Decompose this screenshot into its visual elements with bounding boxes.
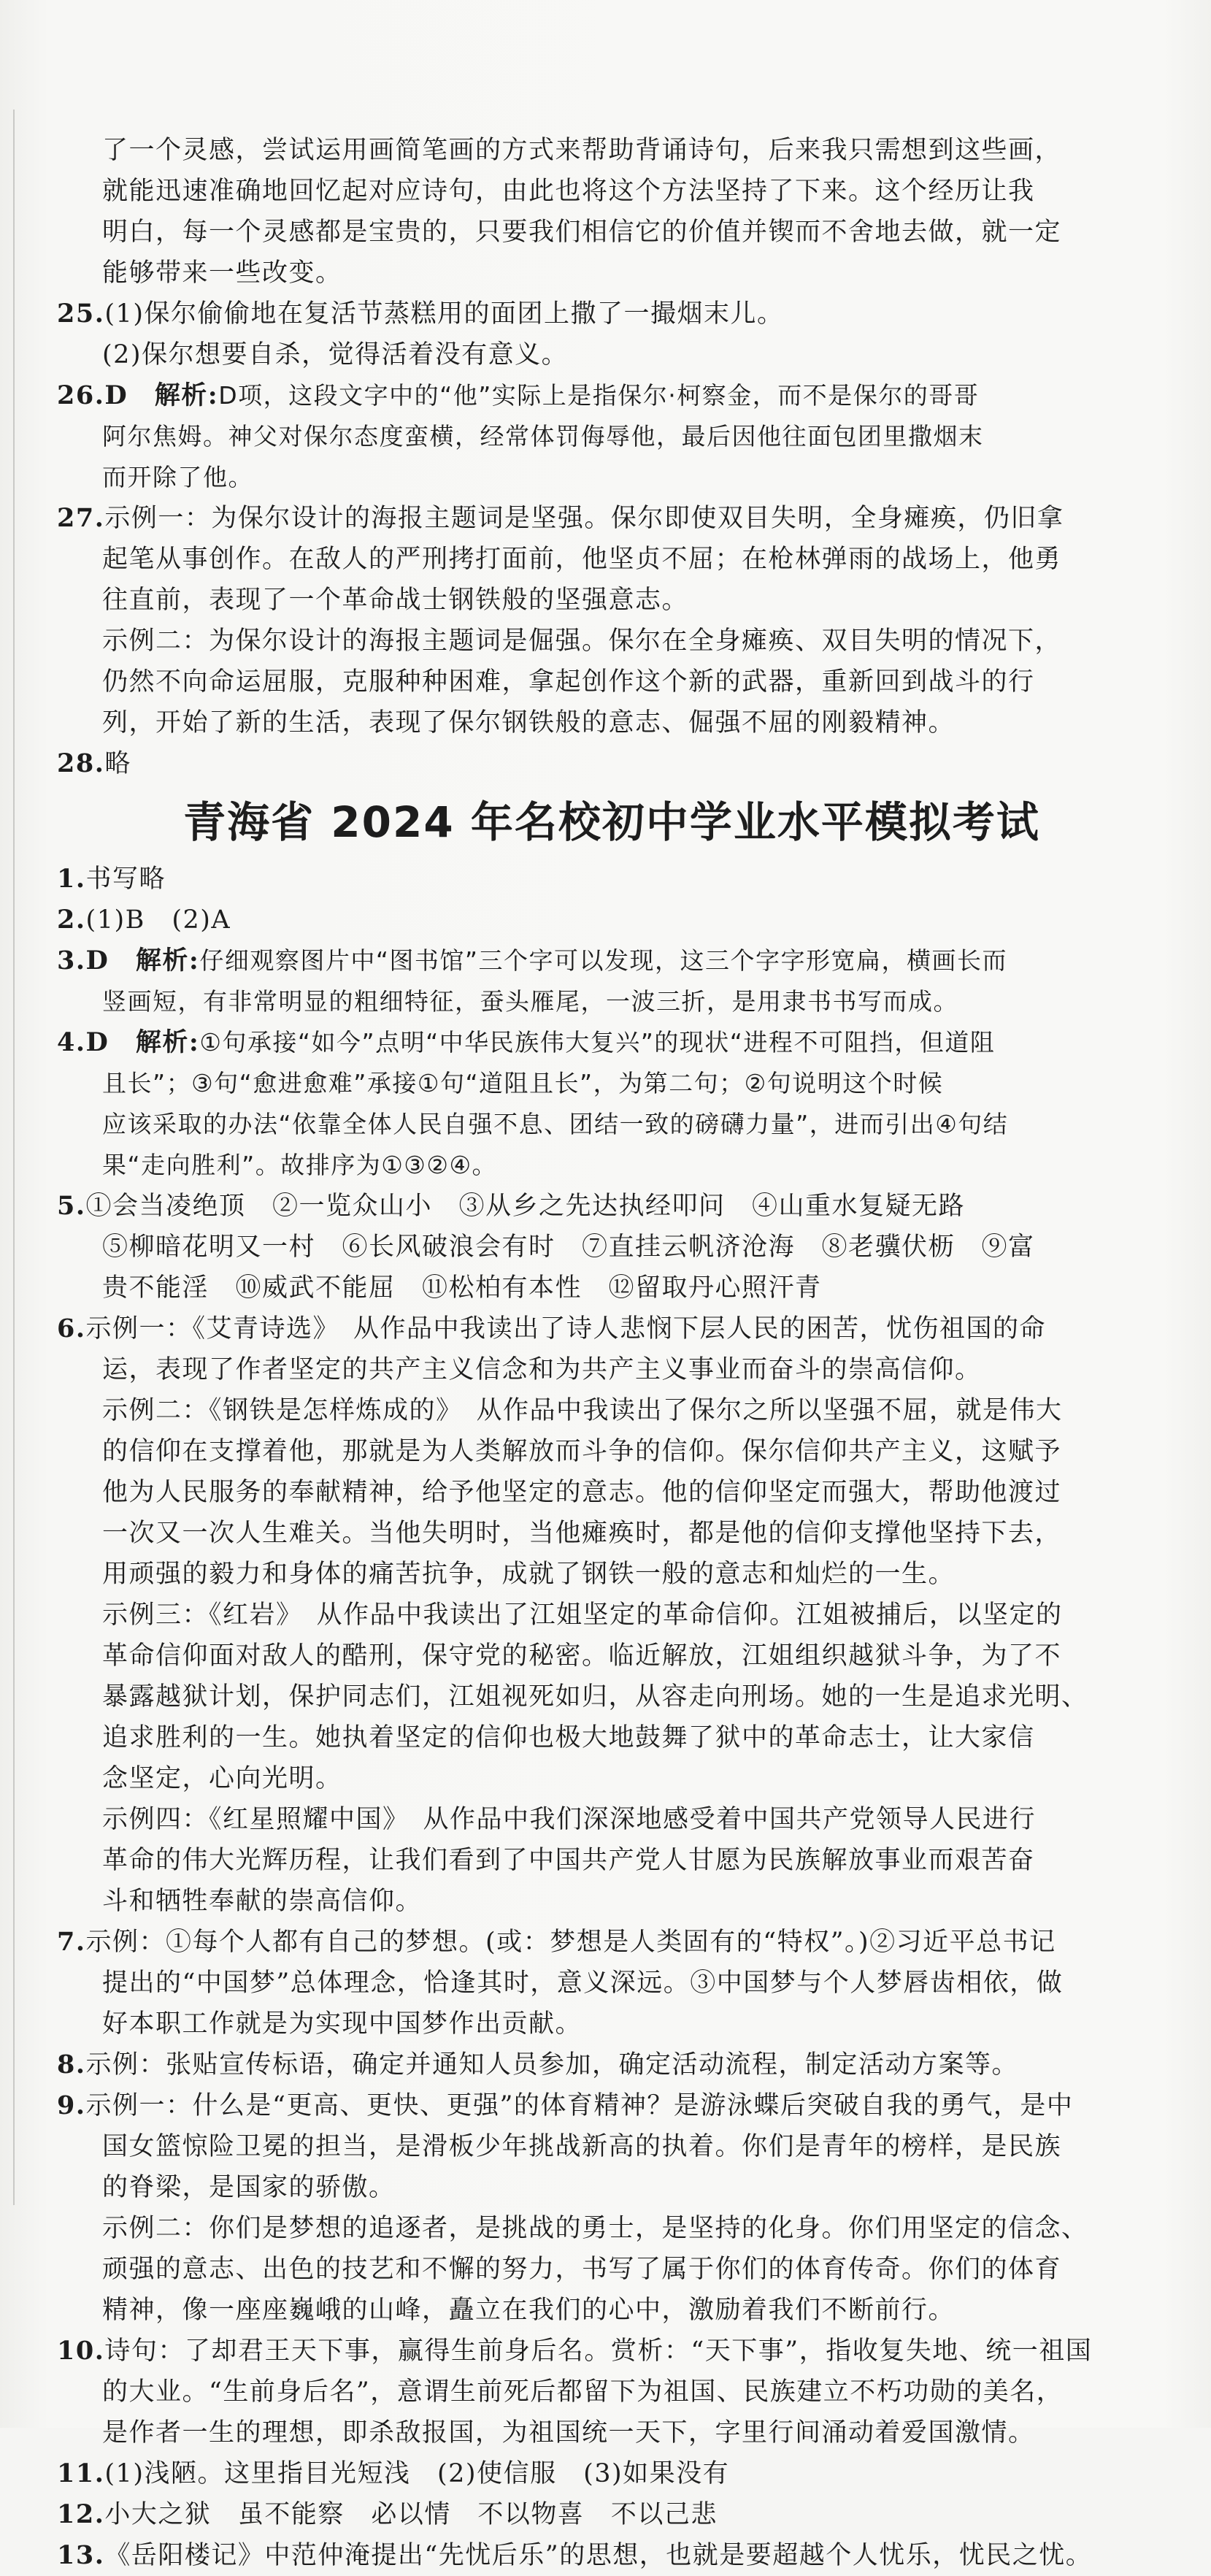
answer-text: 果“走向胜利”。故排序为①③②④。	[102, 1151, 498, 1179]
margin-rule	[13, 110, 15, 2205]
answer-text: 示例：张贴宣传标语，确定并通知人员参加，确定活动流程，制定活动方案等。	[85, 2050, 1019, 2079]
answer-text: (1)保尔偷偷地在复活节蒸糕用的面团上撒了一撮烟末儿。	[104, 299, 784, 329]
answer-text: 革命的伟大光辉历程，让我们看到了中国共产党人甘愿为民族解放事业而艰苦奋	[102, 1846, 1035, 1875]
answer-text: 示例二：《钢铁是怎样炼成的》 从作品中我读出了保尔之所以坚强不屈，就是伟大	[102, 1396, 1063, 1425]
answer-line	[57, 539, 1166, 580]
question-number: 4.	[57, 1027, 86, 1057]
answer-text: 《岳阳楼记》中范仲淹提出“先忧后乐”的思想，也就是要超越个人忧乐，忧民之忧。	[104, 2541, 1093, 2570]
answer-line	[57, 2126, 1166, 2167]
question-number: 13.	[57, 2540, 105, 2570]
answer-line	[57, 457, 1166, 498]
answer-text: 好本职工作就是为实现中国梦作出贡献。	[102, 2009, 583, 2039]
answer-text: 斗和牺牲奉献的崇高信仰。	[102, 1887, 423, 1916]
answer-text: D项，这段文字中的“他”实际上是指保尔·柯察金，而不是保尔的哥哥	[218, 381, 980, 410]
answer-line	[57, 1636, 1166, 1676]
answer-line	[57, 294, 1166, 334]
answer-line	[57, 498, 1166, 539]
answer-line	[57, 2085, 1166, 2126]
answer-line	[57, 1513, 1166, 1554]
answer-line	[57, 1390, 1166, 1431]
answer-text: 竖画短，有非常明显的粗细特征，蚕头雁尾，一波三折，是用隶书书写而成。	[102, 987, 958, 1016]
answer-line	[57, 171, 1166, 212]
answer-text: (2)保尔想要自杀，觉得活着没有意义。	[102, 340, 569, 369]
answer-label: D 解析:	[85, 1027, 200, 1057]
answer-text: 且长”；③句“愈进愈难”承接①句“道阻且长”，为第二句；②句说明这个时候	[102, 1069, 944, 1097]
answer-line	[57, 1472, 1166, 1513]
answer-line	[57, 1349, 1166, 1390]
answer-text: 暴露越狱计划，保护同志们，江姐视死如归，从容走向刑场。她的一生是追求光明、	[102, 1682, 1088, 1711]
answer-line	[57, 334, 1166, 375]
answer-line	[57, 2535, 1166, 2576]
question-number: 9.	[57, 2090, 86, 2120]
answer-line	[57, 1022, 1166, 1063]
question-number: 25.	[57, 299, 105, 329]
answer-sheet	[57, 130, 1166, 2576]
answer-line	[57, 2331, 1166, 2372]
answer-line	[57, 1145, 1166, 1186]
answer-line	[57, 859, 1166, 900]
question-number: 27.	[57, 503, 105, 533]
answer-line	[57, 375, 1166, 416]
question-number: 12.	[57, 2499, 105, 2529]
question-number: 11.	[57, 2458, 105, 2488]
answer-line	[57, 1963, 1166, 2004]
answer-text: 应该采取的办法“依靠全体人民自强不息、团结一致的磅礴力量”，进而引出④句结	[102, 1110, 1009, 1138]
answer-text: ①会当凌绝顶 ②一览众山小 ③从乡之先达执经叩问 ④山重水复疑无路	[85, 1192, 966, 1221]
question-number: 1.	[57, 864, 86, 894]
answer-text: 能够带来一些改变。	[102, 258, 342, 288]
answer-text: 小大之狱 虽不能察 必以情 不以物喜 不以己悲	[104, 2500, 718, 2529]
answer-text: 就能迅速准确地回忆起对应诗句，由此也将这个方法坚持了下来。这个经历让我	[102, 177, 1035, 206]
answer-text: 贵不能淫 ⑩威武不能屈 ⑪松柏有本性 ⑫留取丹心照汗青	[102, 1273, 822, 1303]
answer-line	[57, 900, 1166, 940]
answer-line	[57, 2167, 1166, 2208]
answer-line	[57, 621, 1166, 662]
question-number: 2.	[57, 905, 86, 935]
answer-line	[57, 1922, 1166, 1963]
answer-text: 是作者一生的理想，即杀敌报国，为祖国统一天下，字里行间涌动着爱国激情。	[102, 2418, 1035, 2447]
answer-text: 诗句：了却君王天下事，赢得生前身后名。赏析：“天下事”，指收复失地、统一祖国	[104, 2337, 1093, 2366]
answer-line	[57, 2372, 1166, 2412]
answer-text: 仍然不向命运屈服，克服种种困难，拿起创作这个新的武器，重新回到战斗的行	[102, 667, 1035, 697]
answer-text: 用顽强的毅力和身体的痛苦抗争，成就了钢铁一般的意志和灿烂的一生。	[102, 1560, 956, 1589]
question-number: 7.	[57, 1927, 86, 1957]
answer-text: 示例三：《红岩》 从作品中我读出了江姐坚定的革命信仰。江姐被捕后，以坚定的	[102, 1601, 1063, 1630]
answer-text: 示例：①每个人都有自己的梦想。(或：梦想是人类固有的“特权”。)②习近平总书记	[85, 1928, 1056, 1957]
question-number: 28.	[57, 748, 105, 778]
answer-text: 明白，每一个灵感都是宝贵的，只要我们相信它的价值并锲而不舍地去做，就一定	[102, 218, 1062, 247]
answer-text: 的信仰在支撑着他，那就是为人类解放而斗争的信仰。保尔信仰共产主义，这赋予	[102, 1437, 1062, 1466]
answer-text: 起笔从事创作。在敌人的严刑拷打面前，他坚贞不屈；在枪林弹雨的战场上，他勇	[102, 545, 1062, 574]
answer-line	[57, 1881, 1166, 1922]
answer-text: 革命信仰面对敌人的酷刑，保守党的秘密。临近解放，江姐组织越狱斗争，为了不	[102, 1641, 1062, 1671]
answer-line	[57, 1676, 1166, 1717]
answer-line	[57, 662, 1166, 702]
answer-text: 的大业。“生前身后名”，意谓生前死后都留下为祖国、民族建立不朽功勋的美名，	[102, 2377, 1064, 2407]
answer-text: 精神，像一座座巍峨的山峰，矗立在我们的心中，激励着我们不断前行。	[102, 2296, 956, 2325]
answer-text: 示例一：为保尔设计的海报主题词是坚强。保尔即使双目失明，全身瘫痪，仍旧拿	[104, 504, 1064, 533]
qinghai-exam-answers	[57, 859, 1166, 2576]
answer-line	[57, 1186, 1166, 1227]
answer-line	[57, 2290, 1166, 2331]
answer-line	[57, 1840, 1166, 1881]
answer-line	[57, 1758, 1166, 1799]
answer-line	[57, 580, 1166, 621]
answer-line	[57, 743, 1166, 784]
question-number: 10.	[57, 2336, 105, 2366]
answer-text: 提出的“中国梦”总体理念，恰逢其时，意义深远。③中国梦与个人梦唇齿相依，做	[102, 1969, 1064, 1998]
answer-line	[57, 940, 1166, 981]
answer-text: 的脊梁，是国家的骄傲。	[102, 2173, 396, 2202]
answer-text: 国女篮惊险卫冕的担当，是滑板少年挑战新高的执着。你们是青年的榜样，是民族	[102, 2132, 1062, 2161]
answer-text: (1)浅陋。这里指目光短浅 (2)使信服 (3)如果没有	[104, 2459, 730, 2488]
answer-line	[57, 1799, 1166, 1840]
answer-text: 顽强的意志、出色的技艺和不懈的努力，书写了属于你们的体育传奇。你们的体育	[102, 2255, 1062, 2284]
answer-text: 他为人民服务的奉献精神，给予他坚定的意志。他的信仰坚定而强大，帮助他渡过	[102, 1478, 1062, 1507]
answer-text: (1)B (2)A	[85, 905, 231, 935]
answer-text: 示例一：《艾青诗选》 从作品中我读出了诗人悲悯下层人民的困苦，忧伤祖国的命	[85, 1314, 1047, 1343]
answer-text: 示例一：什么是“更高、更快、更强”的体育精神？是游泳蝶后突破自我的勇气，是中	[85, 2091, 1074, 2120]
question-number: 8.	[57, 2050, 86, 2079]
answer-line	[57, 1717, 1166, 1758]
answer-line	[57, 2249, 1166, 2290]
answer-text: 列，开始了新的生活，表现了保尔钢铁般的意志、倔强不屈的刚毅精神。	[102, 708, 956, 737]
answer-line	[57, 981, 1166, 1022]
answer-line	[57, 2208, 1166, 2249]
previous-exam-answers	[57, 130, 1166, 784]
answer-text: 一次又一次人生难关。当他失明时，当他瘫痪时，都是他的信仰支撑他坚持下去，	[102, 1519, 1062, 1548]
answer-text: 运，表现了作者坚定的共产主义信念和为共产主义事业而奋斗的崇高信仰。	[102, 1355, 982, 1384]
answer-line	[57, 130, 1166, 171]
question-number: 26.	[57, 380, 105, 410]
answer-line	[57, 1308, 1166, 1349]
answer-text: 仔细观察图片中“图书馆”三个字可以发现，这三个字字形宽扁，横画长而	[199, 946, 1008, 975]
answer-line	[57, 1227, 1166, 1268]
answer-text: 示例二：为保尔设计的海报主题词是倔强。保尔在全身瘫痪、双目失明的情况下，	[102, 626, 1062, 656]
answer-line	[57, 1268, 1166, 1308]
answer-text: ①句承接“如今”点明“中华民族伟大复兴”的现状“进程不可阻挡，但道阻	[199, 1028, 996, 1057]
question-number: 5.	[57, 1191, 86, 1221]
answer-text: 略	[104, 749, 131, 778]
answer-line	[57, 1431, 1166, 1472]
answer-line	[57, 1063, 1166, 1104]
answer-text: ⑤柳暗花明又一村 ⑥长风破浪会有时 ⑦直挂云帆济沧海 ⑧老骥伏枥 ⑨富	[102, 1233, 1035, 1262]
answer-line	[57, 702, 1166, 743]
answer-line	[57, 2494, 1166, 2535]
answer-line	[57, 2412, 1166, 2453]
answer-text: 示例二：你们是梦想的追逐者，是挑战的勇士，是坚持的化身。你们用坚定的信念、	[102, 2214, 1088, 2243]
answer-text: 念坚定，心向光明。	[102, 1764, 342, 1793]
exam-heading: 青海省 2024 年名校初中学业水平模拟考试	[183, 797, 1040, 847]
answer-text: 往直前，表现了一个革命战士钢铁般的坚强意志。	[102, 586, 689, 615]
answer-line	[57, 1595, 1166, 1636]
answer-text: 了一个灵感，尝试运用画简笔画的方式来帮助背诵诗句，后来我只需想到这些画，	[102, 136, 1062, 165]
answer-line	[57, 1104, 1166, 1145]
answer-line	[57, 2004, 1166, 2044]
answer-line	[57, 2044, 1166, 2085]
answer-text: 而开除了他。	[102, 463, 253, 491]
answer-line	[57, 2453, 1166, 2494]
answer-line	[57, 253, 1166, 294]
question-number: 3.	[57, 946, 86, 975]
answer-text: 书写略	[85, 865, 166, 894]
answer-text: 阿尔焦姆。神父对保尔态度蛮横，经常体罚侮辱他，最后因他往面包团里撒烟末	[102, 422, 984, 451]
answer-line	[57, 212, 1166, 253]
answer-label: D 解析:	[85, 946, 200, 975]
question-number: 6.	[57, 1314, 86, 1343]
answer-line	[57, 1554, 1166, 1595]
answer-text: 示例四：《红星照耀中国》 从作品中我们深深地感受着中国共产党领导人民进行	[102, 1805, 1037, 1834]
answer-label: D 解析:	[104, 380, 219, 410]
answer-line	[57, 416, 1166, 457]
answer-text: 追求胜利的一生。她执着坚定的信仰也极大地鼓舞了狱中的革命志士，让大家信	[102, 1723, 1035, 1752]
